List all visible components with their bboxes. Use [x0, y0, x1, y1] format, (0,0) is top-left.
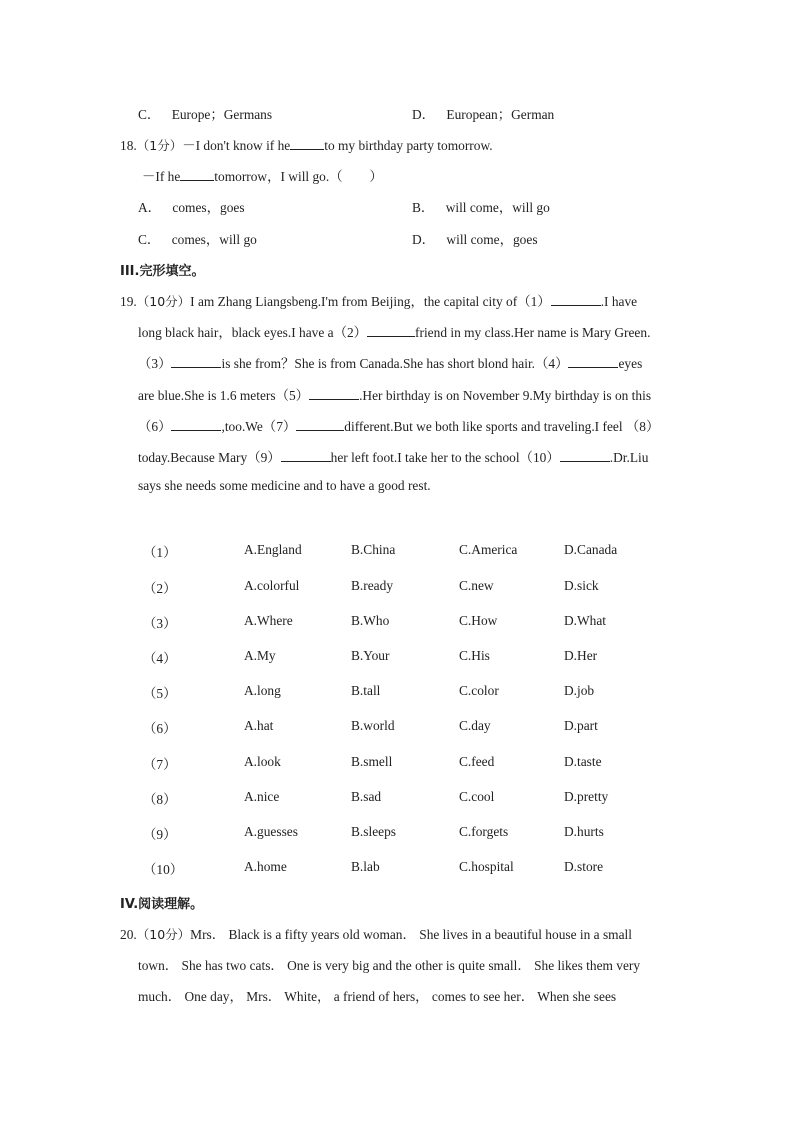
section-4-heading: IV.阅读理解。	[120, 897, 204, 912]
q18-line-2	[142, 166, 383, 185]
choice-option-a: A.hat	[244, 718, 274, 733]
option-label: C．	[138, 232, 161, 247]
option-text: comes，will go	[171, 232, 257, 247]
choice-option-d: D.pretty	[564, 789, 609, 804]
choice-option-b: B.Who	[351, 613, 390, 628]
answer-blank	[568, 355, 618, 368]
question-number: 20.	[120, 927, 137, 942]
choice-option-a: A.Where	[244, 613, 293, 628]
q18-option-d	[412, 229, 538, 248]
q18-option-a	[138, 197, 245, 216]
choice-number: （7）	[143, 757, 177, 772]
option-label: A．	[138, 200, 162, 215]
option-label: C．	[138, 107, 161, 122]
choice-option-b: B.sleeps	[351, 824, 397, 839]
choice-option-b: B.China	[351, 542, 396, 557]
answer-blank	[560, 449, 610, 462]
passage-text: town． She has two cats． One is very big and the other is quite small． She likes them very	[138, 958, 641, 973]
passage-text: is she from？She is from Canada.She has short blond hair.（4）	[221, 356, 569, 371]
choice-option-d: D.hurts	[564, 824, 604, 839]
option-text: European；German	[446, 107, 555, 122]
q18-option-c	[138, 229, 257, 248]
passage-text: says she needs some medicine and to have a good rest.	[138, 478, 431, 493]
choice-number: （3）	[143, 616, 177, 631]
q17-option-c	[138, 104, 272, 123]
passage-text: .Dr.Liu	[609, 450, 649, 465]
answer-blank	[180, 168, 214, 181]
choice-option-b: B.lab	[351, 859, 380, 874]
option-text: comes，goes	[172, 200, 245, 215]
answer-blank	[309, 387, 359, 400]
choice-option-c: C.day	[459, 718, 491, 733]
choice-row	[0, 859, 794, 879]
choice-option-c: C.His	[459, 648, 490, 663]
question-text: －If he	[142, 169, 181, 184]
choice-option-c: C.hospital	[459, 859, 514, 874]
choice-number: （4）	[143, 651, 177, 666]
choice-option-a: A.guesses	[244, 824, 298, 839]
option-label: B．	[412, 200, 435, 215]
passage-text: long black hair，black eyes.I have a（2）	[138, 325, 368, 340]
answer-blank	[281, 449, 331, 462]
choice-row	[0, 648, 794, 668]
question-score: （10分）	[136, 294, 191, 309]
q19-line-2	[138, 322, 650, 341]
question-text: to my birthday party tomorrow.	[324, 138, 493, 153]
passage-text: ,too.We（7）	[221, 419, 297, 434]
passage-text: today.Because Mary（9）	[138, 450, 281, 465]
option-text: will come，will go	[445, 200, 550, 215]
q18-line-1	[120, 135, 493, 154]
question-text: －I don't know if he	[182, 138, 291, 153]
passage-text: eyes	[618, 356, 643, 371]
choice-option-d: D.sick	[564, 578, 599, 593]
q19-line-5	[138, 416, 659, 435]
question-number: 19.	[120, 294, 137, 309]
choice-option-d: D.Canada	[564, 542, 618, 557]
passage-text: different.But we both like sports and traveling.I feel （8）	[344, 419, 660, 434]
option-label: D．	[412, 107, 436, 122]
choice-row	[0, 824, 794, 844]
answer-blank	[171, 355, 221, 368]
choice-option-b: B.Your	[351, 648, 390, 663]
passage-text: I am Zhang Liangsbeng.I'm from Beijing，the capital city of（1）	[190, 294, 551, 309]
q19-line-6	[138, 447, 648, 466]
choice-number: （2）	[143, 581, 177, 596]
choice-option-d: D.taste	[564, 754, 602, 769]
choice-row	[0, 542, 794, 562]
choice-option-d: D.Her	[564, 648, 598, 663]
choice-option-c: C.cool	[459, 789, 495, 804]
choice-number: （5）	[143, 686, 177, 701]
choice-option-c: C.feed	[459, 754, 495, 769]
choice-row	[0, 754, 794, 774]
passage-text: .I have	[600, 294, 638, 309]
choice-option-c: C.color	[459, 683, 499, 698]
choice-number: （8）	[143, 792, 177, 807]
choice-row	[0, 718, 794, 738]
choice-option-a: A.nice	[244, 789, 280, 804]
option-text: Europe；Germans	[171, 107, 273, 122]
choice-option-b: B.ready	[351, 578, 394, 593]
q19-line-7	[138, 478, 431, 494]
choice-row	[0, 578, 794, 598]
q20-line-3	[138, 986, 616, 1005]
choice-option-d: D.store	[564, 859, 604, 874]
choice-option-a: A.long	[244, 683, 281, 698]
choice-option-d: D.job	[564, 683, 595, 698]
passage-text: much． One day， Mrs． White， a friend of hers， comes to see her． When she sees	[138, 989, 617, 1004]
passage-text: are blue.She is 1.6 meters（5）	[138, 388, 310, 403]
passage-text: （3）	[138, 356, 172, 371]
answer-blank	[551, 293, 601, 306]
choice-option-a: A.My	[244, 648, 276, 663]
passage-text: friend in my class.Her name is Mary Green.	[415, 325, 651, 340]
question-text: tomorrow，I will go.（ ）	[214, 169, 383, 184]
choice-option-a: A.England	[244, 542, 302, 557]
answer-blank	[290, 137, 324, 150]
choice-option-a: A.colorful	[244, 578, 300, 593]
choice-number: （9）	[143, 827, 177, 842]
q17-option-d	[412, 104, 554, 123]
choice-option-b: B.world	[351, 718, 395, 733]
passage-text: .Her birthday is on November 9.My birthday is on this	[359, 388, 652, 403]
choice-option-c: C.How	[459, 613, 498, 628]
option-text: will come，goes	[446, 232, 538, 247]
answer-blank	[296, 418, 344, 431]
q19-line-4	[138, 385, 651, 404]
choice-option-a: A.look	[244, 754, 281, 769]
question-number: 18.	[120, 138, 137, 153]
choice-number: （1）	[143, 545, 177, 560]
choice-option-c: C.new	[459, 578, 494, 593]
passage-text: her left foot.I take her to the school（10）	[330, 450, 560, 465]
choice-option-a: A.home	[244, 859, 287, 874]
passage-text: Mrs． Black is a fifty years old woman． She lives in a beautiful house in a small	[190, 927, 632, 942]
q18-option-b	[412, 197, 550, 216]
section-3-heading: III.完形填空。	[120, 264, 205, 279]
passage-text: （6）	[138, 419, 172, 434]
question-score: （1分）	[136, 138, 183, 153]
choice-option-b: B.smell	[351, 754, 393, 769]
choice-option-b: B.tall	[351, 683, 381, 698]
q20-line-1	[120, 924, 632, 943]
choice-option-b: B.sad	[351, 789, 382, 804]
choice-row	[0, 683, 794, 703]
choice-number: （6）	[143, 721, 177, 736]
choice-row	[0, 613, 794, 633]
choice-option-c: C.America	[459, 542, 518, 557]
option-label: D．	[412, 232, 436, 247]
choice-option-d: D.What	[564, 613, 607, 628]
choice-option-c: C.forgets	[459, 824, 509, 839]
question-score: （10分）	[136, 927, 191, 942]
answer-blank	[171, 418, 221, 431]
q20-line-2	[138, 955, 640, 974]
choice-number: （10）	[143, 862, 184, 877]
choice-option-d: D.part	[564, 718, 598, 733]
answer-blank	[367, 324, 415, 337]
q19-line-1	[120, 291, 637, 310]
choice-row	[0, 789, 794, 809]
q19-line-3	[138, 353, 642, 372]
